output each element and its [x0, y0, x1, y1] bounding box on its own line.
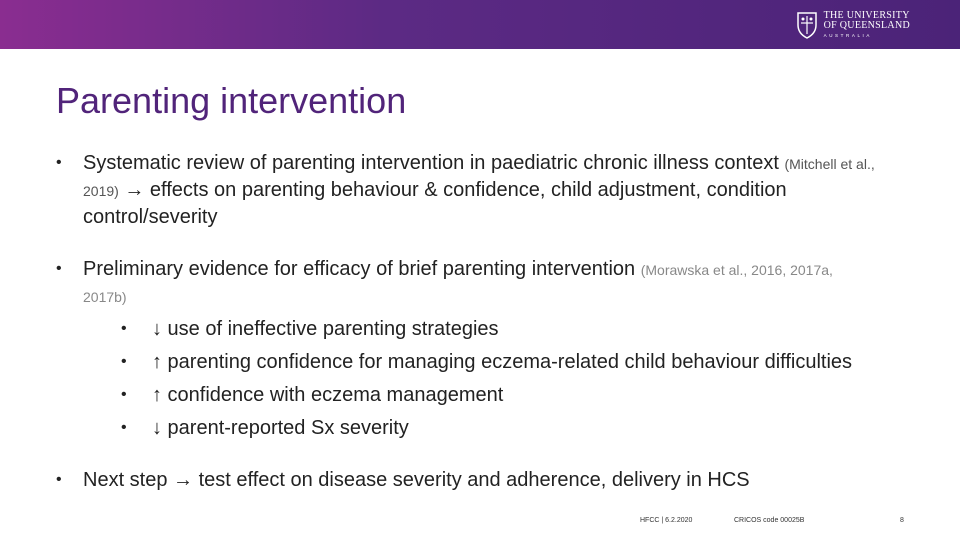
slide-number: 8	[900, 517, 904, 524]
sub-bullet-text: ↓ parent-reported Sx severity	[152, 417, 409, 439]
bullet-icon: •	[56, 260, 62, 277]
logo-line-2: OF QUEENSLAND	[823, 20, 910, 32]
logo-line-3: AUSTRALIA	[823, 33, 873, 39]
logo-wordmark	[824, 11, 910, 39]
bullet-text: Preliminary evidence for efficacy of brief parenting intervention	[83, 258, 641, 280]
university-logo[interactable]	[796, 10, 910, 40]
bullet-preliminary-evidence	[56, 256, 876, 441]
citation-mitchell: (Mitchell et al., 2019)	[83, 156, 875, 199]
sub-bullet-text: ↑ parenting confidence for managing eczema-related child behaviour difficulties	[152, 351, 853, 373]
sub-bullet	[121, 316, 876, 342]
sub-bullet-text: ↑ confidence with eczema management	[152, 384, 504, 406]
slide-content	[56, 150, 876, 519]
header-bar	[0, 0, 960, 49]
bullet-text: Next step → test effect on disease severity and adherence, delivery in HCS	[83, 469, 750, 491]
footer-cricos: CRICOS code 00025B	[734, 517, 805, 524]
bullet-icon: •	[121, 320, 127, 337]
bullet-next-step	[56, 467, 876, 493]
bullet-systematic-review	[56, 150, 876, 230]
citation-morawska: (Morawska et al., 2016, 2017a, 2017b)	[83, 262, 833, 305]
bullet-icon: •	[121, 419, 127, 436]
sub-bullet	[121, 415, 876, 441]
sub-bullet	[121, 382, 876, 408]
bullet-text: Systematic review of parenting intervention in paediatric chronic illness context	[83, 152, 785, 174]
sub-bullet-list	[121, 316, 876, 441]
bullet-icon: •	[56, 471, 62, 488]
footer-event: HFCC | 6.2.2020	[640, 517, 693, 524]
bullet-icon: •	[56, 154, 62, 171]
bullet-icon: •	[121, 386, 127, 403]
crest-icon	[796, 11, 818, 39]
bullet-text: → effects on parenting behaviour & confidence, child adjustment, condition control/severity	[83, 179, 787, 228]
logo-line-1: THE UNIVERSITY	[823, 10, 910, 22]
bullet-icon: •	[121, 353, 127, 370]
slide-title: Parenting intervention	[56, 80, 407, 121]
sub-bullet-text: ↓ use of ineffective parenting strategies	[152, 318, 499, 340]
sub-bullet	[121, 349, 876, 375]
